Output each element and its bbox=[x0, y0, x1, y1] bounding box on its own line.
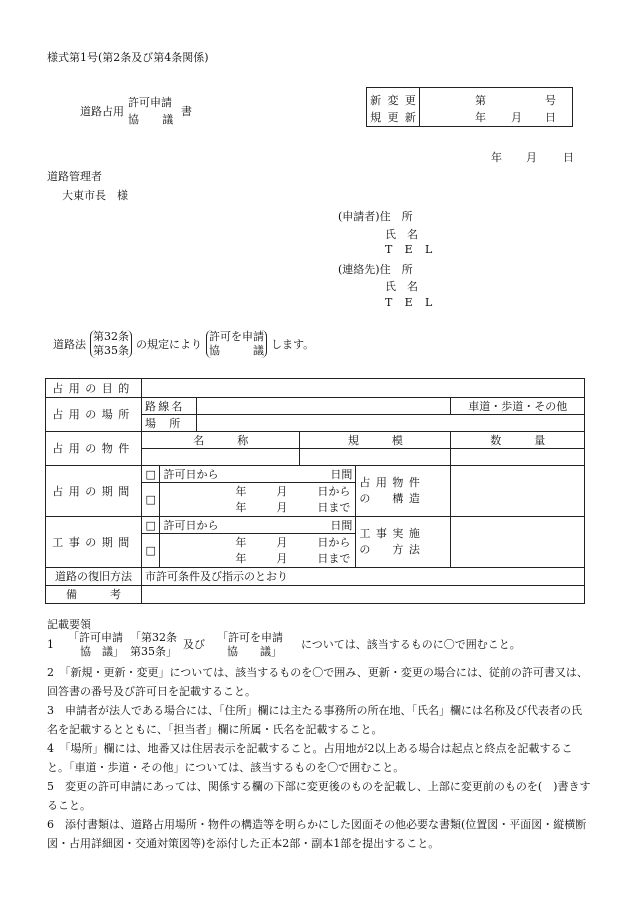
note1-a2: 協 議」 bbox=[80, 645, 124, 658]
title-option-consult: 協 議 bbox=[128, 113, 184, 126]
statement-law: 道路法 bbox=[53, 338, 86, 351]
article-32: 第32条 bbox=[93, 330, 129, 343]
row-remarks bbox=[46, 586, 585, 604]
period-dates bbox=[160, 483, 356, 517]
ymd: 日まで bbox=[317, 500, 351, 514]
statement bbox=[53, 330, 314, 358]
label-place: 占用の場所 bbox=[46, 398, 142, 432]
structure-line2: の 構造 bbox=[359, 492, 426, 505]
contact-address-label: (連絡先)住 所 bbox=[338, 263, 413, 276]
checkbox-period-dates[interactable]: □ bbox=[142, 483, 160, 517]
structure-line1: 占用物件 bbox=[359, 476, 426, 489]
checkbox-work-dates[interactable]: □ bbox=[142, 534, 160, 568]
article-options bbox=[90, 330, 132, 358]
note1-b2: 第35条」 bbox=[130, 645, 177, 658]
label-remarks: 備 考 bbox=[46, 586, 142, 604]
addressee-title: 道路管理者 bbox=[47, 170, 102, 183]
col-name: 名 称 bbox=[142, 432, 300, 449]
title-suffix: 書 bbox=[181, 105, 192, 118]
note-4: 4 「場所」欄には、地番又は住居表示を記載すること。占用地が2以上ある場合は起点と終点を記載すること。「車道・歩道・その他」については、該当するものを〇で囲むこと。 bbox=[47, 742, 573, 774]
note1-option-a bbox=[68, 631, 124, 659]
status-box bbox=[366, 87, 573, 127]
ymd: 年 bbox=[235, 484, 247, 498]
ymd: 日から bbox=[317, 535, 351, 549]
ymd: 日から bbox=[317, 484, 351, 498]
statement-end: します。 bbox=[271, 338, 315, 351]
label-purpose: 占用の目的 bbox=[46, 379, 142, 398]
note-5: 5 変更の許可申請にあっては、関係する欄の下部に変更後のものを記載し、上部に変更前のものを( )書きすること。 bbox=[47, 780, 591, 812]
method-line1: 工事実施 bbox=[359, 527, 426, 540]
label-structure bbox=[356, 466, 451, 517]
ymd: 月 bbox=[276, 551, 288, 565]
permit-no-unit: 号 bbox=[545, 94, 556, 107]
status-char: 更 bbox=[387, 111, 399, 124]
label-period: 占用の期間 bbox=[46, 466, 142, 517]
label-restore: 道路の復旧方法 bbox=[46, 568, 142, 586]
input-method[interactable] bbox=[451, 517, 585, 568]
applicant-address-label: (申請者)住 所 bbox=[338, 210, 413, 223]
divider bbox=[419, 88, 420, 126]
col-quantity: 数 量 bbox=[451, 432, 585, 449]
row-period-a bbox=[46, 466, 585, 483]
input-object-qty[interactable] bbox=[451, 449, 585, 466]
note-3: 3 申請者が法人である場合には、「住所」欄には主たる事務所の所在地、「氏名」欄には名称及び代表者の氏名を記載するとともに、「担当者」欄に所属・氏名を記載すること。 bbox=[47, 704, 582, 736]
label-object: 占用の物件 bbox=[46, 432, 142, 466]
action-options bbox=[206, 330, 267, 358]
form-id: 様式第1号(第2条及び第4条関係) bbox=[47, 51, 209, 64]
statement-mid: の規定により bbox=[136, 338, 202, 351]
checkbox-work-days[interactable]: □ bbox=[142, 517, 160, 534]
contact-name-label: 氏 名 bbox=[385, 280, 418, 293]
input-purpose[interactable] bbox=[142, 379, 585, 398]
addressee-name: 大東市長 様 bbox=[62, 189, 128, 202]
method-line2: の 方法 bbox=[359, 543, 426, 556]
ymd: 月 bbox=[276, 535, 288, 549]
status-row-1 bbox=[367, 92, 419, 108]
input-location[interactable] bbox=[197, 415, 585, 432]
note1-b1: 「第32条 bbox=[130, 631, 177, 644]
label-method bbox=[356, 517, 451, 568]
restore-value[interactable]: 市許可条件及び指示のとおり bbox=[142, 568, 585, 586]
note1-and: 及び bbox=[183, 638, 205, 651]
option-permit: 許可を申請 bbox=[209, 330, 264, 343]
note-2: 2 「新規・更新・変更」については、該当するものを〇で囲み、更新・変更の場合には、従前の許可書又は、回答書の番号及び許可日を記載すること。 bbox=[47, 666, 588, 698]
permit-day: 日 bbox=[545, 111, 556, 124]
application-table bbox=[45, 378, 585, 604]
col-scale: 規 模 bbox=[300, 432, 451, 449]
road-type-options[interactable]: 車道・歩道・その他 bbox=[451, 398, 585, 415]
row-restore bbox=[46, 568, 585, 586]
title-prefix: 道路占用 bbox=[80, 105, 124, 118]
input-structure[interactable] bbox=[451, 466, 585, 517]
ymd: 年 bbox=[235, 535, 247, 549]
row-work-a bbox=[46, 517, 585, 534]
note-number: 1 bbox=[47, 638, 54, 651]
contact-tel-label: T E L bbox=[385, 296, 437, 309]
label-work-period: 工事の期間 bbox=[46, 517, 142, 568]
status-char: 新 bbox=[404, 111, 416, 124]
status-char: 規 bbox=[370, 111, 382, 124]
input-object-name[interactable] bbox=[142, 449, 300, 466]
note1-option-c bbox=[211, 631, 283, 659]
input-route-name[interactable] bbox=[197, 398, 451, 415]
status-char: 更 bbox=[404, 94, 416, 107]
note1-end: については、該当するものに〇で囲むこと。 bbox=[301, 638, 521, 651]
note1-option-b bbox=[130, 631, 177, 659]
date-day: 日 bbox=[563, 151, 574, 164]
status-char: 変 bbox=[387, 94, 399, 107]
days-label: 日間 bbox=[300, 466, 356, 483]
work-days-label: 日間 bbox=[300, 517, 356, 534]
ymd: 年 bbox=[235, 500, 247, 514]
work-dates bbox=[160, 534, 356, 568]
checkbox-period-days[interactable]: □ bbox=[142, 466, 160, 483]
input-object-scale[interactable] bbox=[300, 449, 451, 466]
permit-year: 年 bbox=[475, 111, 486, 124]
note-6: 6 添付書類は、道路占用場所・物件の構造等を明らかにした図面その他必要な書類(位置図・平面図・縦横断図・占用詳細図・交通対策図等)を添付した正本2部・副本1部を提出すること。 bbox=[47, 818, 587, 850]
permit-no-label: 第 bbox=[475, 94, 486, 107]
note1-c2: 協 議」 bbox=[227, 645, 282, 658]
input-remarks[interactable] bbox=[142, 586, 585, 604]
row-purpose bbox=[46, 379, 585, 398]
article-35: 第35条 bbox=[93, 344, 129, 357]
row-object-header bbox=[46, 432, 585, 449]
ymd: 年 bbox=[235, 551, 247, 565]
from-permit-label: 許可日から bbox=[160, 466, 300, 483]
permit-month: 月 bbox=[511, 111, 522, 124]
applicant-tel-label: T E L bbox=[385, 243, 437, 256]
date-month: 月 bbox=[526, 151, 537, 164]
work-from-permit-label: 許可日から bbox=[160, 517, 300, 534]
note1-a1: 「許可申請 bbox=[68, 631, 123, 644]
applicant-name-label: 氏 名 bbox=[385, 228, 418, 241]
ymd: 月 bbox=[276, 500, 288, 514]
title-option-permit: 許可申請 bbox=[128, 96, 172, 109]
note-1 bbox=[47, 631, 521, 659]
row-place-route bbox=[46, 398, 585, 415]
date-year: 年 bbox=[491, 151, 502, 164]
status-char: 新 bbox=[370, 94, 382, 107]
ymd: 月 bbox=[276, 484, 288, 498]
label-route-name: 路線名 bbox=[142, 398, 197, 415]
note1-c1: 「許可を申請 bbox=[217, 631, 283, 644]
option-consult: 協 議 bbox=[209, 344, 264, 357]
ymd: 日まで bbox=[317, 551, 351, 565]
notes-header: 記載要領 bbox=[47, 618, 91, 631]
label-location: 場所 bbox=[142, 415, 197, 432]
status-row-2 bbox=[367, 109, 419, 125]
